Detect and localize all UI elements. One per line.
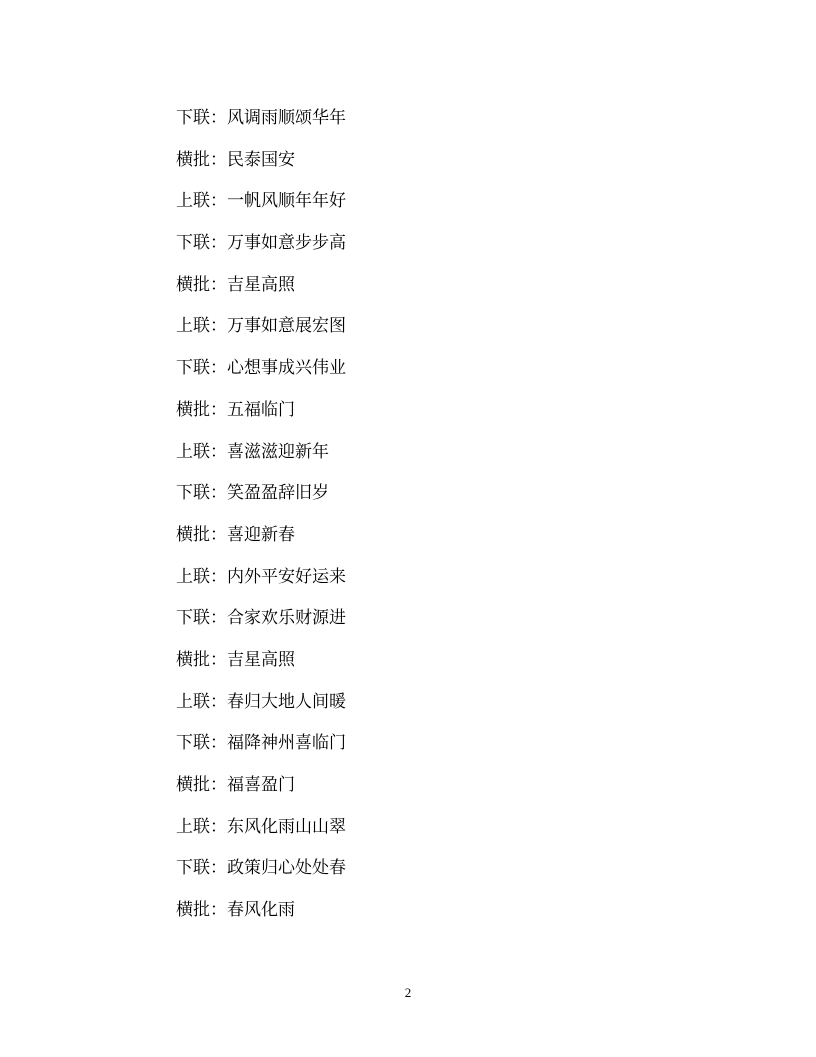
couplet-line	[176, 521, 696, 563]
line-text: 民泰国安	[227, 149, 295, 170]
line-label: 上联：	[176, 566, 227, 587]
couplet-line	[176, 896, 696, 938]
page-number: 2	[404, 985, 412, 1000]
couplet-line	[176, 854, 696, 896]
line-label: 上联：	[176, 191, 227, 212]
couplet-line	[176, 688, 696, 730]
line-label: 上联：	[176, 441, 227, 462]
couplet-line	[176, 354, 696, 396]
line-label: 横批：	[176, 649, 227, 670]
line-text: 东风化雨山山翠	[227, 816, 346, 837]
couplet-line	[176, 813, 696, 855]
line-label: 横批：	[176, 524, 227, 545]
line-text: 福降神州喜临门	[227, 733, 346, 754]
couplet-line	[176, 646, 696, 688]
line-text: 五福临门	[227, 399, 295, 420]
line-text: 福喜盈门	[227, 775, 295, 795]
couplet-line	[176, 771, 696, 813]
line-label: 下联：	[176, 233, 227, 254]
couplet-line	[176, 396, 696, 438]
couplet-line	[176, 271, 696, 313]
line-text: 吉星高照	[227, 274, 295, 295]
line-text: 政策归心处处春	[227, 858, 346, 879]
couplet-line	[176, 312, 696, 354]
line-label: 横批：	[176, 775, 227, 795]
couplet-line	[176, 729, 696, 771]
line-label: 下联：	[176, 483, 227, 504]
couplet-line	[176, 563, 696, 605]
couplet-line	[176, 479, 696, 521]
line-text: 合家欢乐财源进	[227, 608, 346, 629]
line-text: 内外平安好运来	[227, 566, 346, 587]
line-text: 春风化雨	[227, 900, 295, 921]
line-label: 上联：	[176, 691, 227, 712]
line-text: 心想事成兴伟业	[227, 358, 346, 379]
couplet-line	[176, 146, 696, 188]
line-text: 喜迎新春	[227, 524, 295, 545]
line-label: 下联：	[176, 858, 227, 879]
line-text: 风调雨顺颂华年	[227, 108, 346, 128]
line-label: 横批：	[176, 900, 227, 921]
line-text: 一帆风顺年年好	[227, 191, 346, 212]
line-label: 下联：	[176, 608, 227, 629]
line-text: 吉星高照	[227, 649, 295, 670]
line-label: 下联：	[176, 108, 227, 128]
line-text: 春归大地人间暖	[227, 691, 346, 712]
couplet-line	[176, 229, 696, 271]
couplet-line	[176, 604, 696, 646]
couplet-line	[176, 104, 696, 146]
line-text: 喜滋滋迎新年	[227, 441, 329, 462]
line-text: 万事如意步步高	[227, 233, 346, 254]
couplet-list	[176, 104, 696, 938]
line-label: 下联：	[176, 733, 227, 754]
line-label: 上联：	[176, 816, 227, 837]
line-text: 笑盈盈辞旧岁	[227, 483, 329, 504]
line-label: 横批：	[176, 399, 227, 420]
line-label: 横批：	[176, 149, 227, 170]
couplet-line	[176, 187, 696, 229]
line-label: 下联：	[176, 358, 227, 379]
line-label: 横批：	[176, 274, 227, 295]
line-label: 上联：	[176, 316, 227, 337]
couplet-line	[176, 438, 696, 480]
line-text: 万事如意展宏图	[227, 316, 346, 337]
